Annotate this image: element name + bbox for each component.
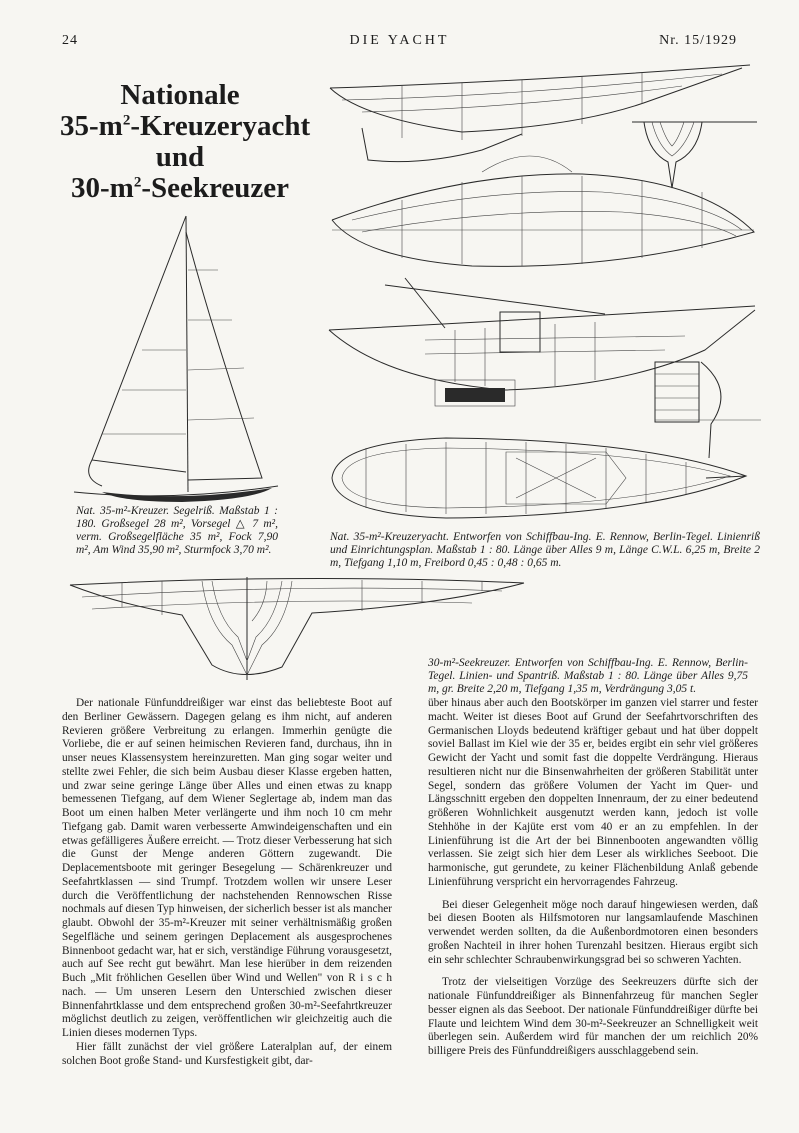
caption-lines-plan-35: Nat. 35-m²-Kreuzeryacht. Entworfen von Schiffbau-Ing. E. Rennow, Berlin-Tegel. Linienriß und Einrichtungsplan. Maßstab 1 : 80. Länge über Alles 9 m, Länge C.W.L. 6,25 m, Breite 2 m, Tiefgang 1,10 m, Freibord 0,45 : 0,48 : 0,65 m. — [330, 531, 760, 569]
issue-number: Nr. 15/1929 — [659, 33, 737, 48]
paragraph: über hinaus aber auch den Bootskörper im ganzen viel starrer und fester macht. Weiter ist dieses Boot auf Grund der Seefahrtvorschriften des Germanischen Lloyds bedeutend kräftiger gebaut und hat über doppelt soviel Ballast im Kiel wie der 35 er, beides ergibt ein sehr viel größeres Gewicht der Yacht und somit fast die doppelte Verdrängung. Hieraus resultieren nicht nur die Binsenwahrheiten der größeren Stabilität unter Segel, sondern das größere Volumen der Yacht im Quer- und Längsschnitt ergeben den doppelten Innenraum, der zu einer bedeutend größeren Wohnlichkeit ausgenutzt werden kann, jedoch ist volle Stehhöhe in der Kajüte erst vom 40 er an zu empfehlen. In der Linienführung ist die Art der bei Binnenbooten angewandten völlig verlassen. Sie zeigt sich hier dem Leser als wirkliches Seeboot. Die harmonische, gut gerundete, zu keiner Flächenbildung Anlaß gebende Linienführung verspricht ein hervorragendes Fahrzeug. — [428, 697, 758, 888]
title-line-3: und — [155, 141, 205, 173]
title-line-2: $35-m^2$-Kreuzeryacht — [60, 110, 311, 142]
caption-sail-plan: Nat. 35-m²-Kreuzer. Segelriß. Maßstab 1 : 180. Großsegel 28 m², Vorsegel △ 7 m², verm. Großsegelfläche 35 m², Fock 7,90 m², Am Wind 35,90 m², Sturmfock 3,70 m². — [76, 505, 278, 556]
title-line-1: Nationale — [120, 79, 240, 111]
paragraph: Trotz der vielseitigen Vorzüge des Seekreuzers dürfte sich der nationale Fünfunddreißiger als Binnenfahrzeug für manchen Segler besser eignen als das Seeboot. Der nationale Fünfunddreißiger dürfte bei Flaute und leichtem Wind dem 30-m²-Seekreuzer an Schnelligkeit weit überlegen sein. Außerdem wird für manchen der um reichlich 20% billigere Preis des Fünfunddreißigers ausschlaggebend sein. — [428, 976, 758, 1057]
magazine-title: DIE YACHT — [349, 33, 450, 48]
deck-plan-drawing — [326, 428, 756, 528]
paragraph: Bei dieser Gelegenheit möge noch darauf hingewiesen werden, daß bei diesen Booten als Hilfsmotoren nur langsamlaufende Maschinen verwendet werden sollten, da die Außenbordmotoren einen besonders großen Nachteil in ihrer hohen Turenzahl besitzen. Hieraus ergibt sich ein sehr schlechter Schraubenwirkungsgrad bei so schweren Yachten. — [428, 898, 758, 966]
article-title — [60, 79, 311, 204]
caption-lines-plan-30: 30-m²-Seekreuzer. Entworfen von Schiffbau-Ing. E. Rennow, Berlin-Tegel. Linien- und Spantriß. Maßstab 1 : 80. Länge über Alles 9,75 m, gr. Breite 2,20 m, Tiefgang 1,35 m, Verdrängung 3,05 t. — [428, 657, 748, 695]
sail-plan-drawing — [62, 210, 287, 505]
body-column-right — [428, 697, 758, 1059]
interior-profile-drawing — [325, 270, 765, 435]
paragraph: Hier fällt zunächst der viel größere Lateralplan auf, der einem solchen Boot große Stand- und Kursfestigkeit gibt, dar- — [62, 1040, 392, 1067]
paragraph: Der nationale Fünfunddreißiger war einst das beliebteste Boot auf den Berliner Gewässern. Dagegen gelang es ihm nicht, auf anderen Revieren größere Verbreitung zu erlangen. Immerhin genügte die Vorliebe, die er auf seinen heimischen Revieren fand, durchaus, ihn in unser neues Klassensystem hereinzuretten. Man ging sogar weiter und stellte zwei Fehler, die sich beim Ausbau dieser Klasse ergeben hatten, und zwar seine geringe Länge über Alles und einen etwas zu knapp bemessenen Tiefgang, auf dem Wiener Seglertage ab, indem man das Boot um einen halben Meter verlängerte und ihm noch 10 cm mehr Tiefgang gab. Damit waren verbesserte Amwindeigenschaften und ein etwas gefälligeres Äußere erreicht. — Trotz dieser Verbesserung hat sich die Gunst der Menge anderen Göttern zugewandt. Die Deplacementsboote mit geringer Besegelung — Schärenkreuzer und Seefahrtklassen — sind Trumpf. Trotzdem wollen wir unsere Leser durch die Veröffentlichung der nachstehenden Rennowschen Risse nochmals auf diesen Typ hinweisen, der sicherlich besser ist als mancher glaubt. Obwohl der 35-m²-Kreuzer mit seiner verhältnismäßig großen Segelfläche und seinem geringen Deplacement als ausgesprochenes Binnenboot gedacht war, hat er sich, verständige Führung vorausgesetzt, auch auf See recht gut bewährt. Man lese hierüber in dem reizenden Buch „Mit fröhlichen Gesellen über Wind und Wellen" von R i s c h nach. — Um unseren Lesern den Unterschied zwischen dieser Binnenfahrtklasse und dem entsprechend großen 30-m²-Seefahrtkreuzer möglichst deutlich zu zeigen, veröffentlichen wir gleichzeitig auch die Linien dieses modernen Typs. — [62, 697, 392, 1039]
body-column-left — [62, 697, 392, 1068]
title-line-4: $30-m^2$-Seekreuzer — [71, 172, 289, 204]
page-number: 24 — [62, 33, 78, 48]
lines-plan-35-drawing — [322, 60, 762, 270]
